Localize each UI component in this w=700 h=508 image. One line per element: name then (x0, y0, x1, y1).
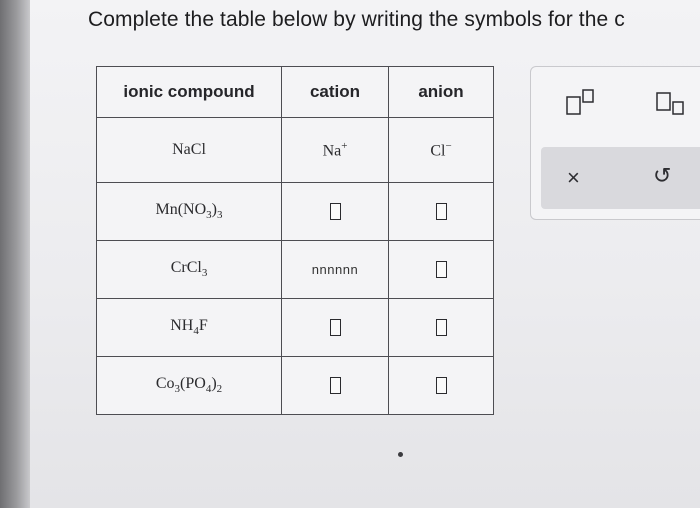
compound-formula: $Mn(NO_3)_3$ (155, 201, 223, 222)
cation-symbol: Na (322, 142, 342, 160)
anion-answer-box[interactable] (436, 261, 447, 278)
math-toolbar-panel (530, 66, 700, 220)
compound-cell (97, 118, 282, 183)
cation-answer-box[interactable] (330, 377, 341, 394)
anion-cell[interactable] (389, 357, 494, 415)
cation-cell[interactable] (282, 118, 389, 183)
superscript-template-icon[interactable] (563, 87, 603, 119)
table-row (97, 118, 494, 183)
question-prompt: Complete the table below by writing the symbols for the c (88, 8, 625, 31)
cation-partial-entry[interactable]: nnnnnn (311, 261, 359, 277)
stray-dot (398, 452, 403, 457)
cation-cell[interactable] (282, 357, 389, 415)
header-anion: anion (389, 67, 494, 118)
header-cation: cation (282, 67, 389, 118)
anion-answer[interactable] (430, 140, 451, 160)
compound-cell (97, 357, 282, 415)
anion-answer-box[interactable] (436, 319, 447, 336)
cation-answer-box[interactable] (330, 203, 341, 220)
table-row (97, 299, 494, 357)
anion-cell[interactable] (389, 118, 494, 183)
compound-cell (97, 183, 282, 241)
anion-answer-box[interactable] (436, 203, 447, 220)
compound-formula: NaCl (172, 141, 206, 158)
cation-cell[interactable] (282, 241, 389, 299)
anion-charge: − (445, 139, 452, 152)
table-row (97, 183, 494, 241)
close-icon: × (567, 165, 580, 190)
cation-charge: + (341, 139, 348, 152)
undo-button[interactable] (653, 163, 689, 193)
table-row (97, 357, 494, 415)
anion-cell[interactable] (389, 241, 494, 299)
compound-formula: $Co_3(PO_4)_2$ (155, 375, 223, 396)
anion-cell[interactable] (389, 299, 494, 357)
subscript-template-icon[interactable] (653, 89, 693, 121)
compound-cell (97, 299, 282, 357)
anion-cell[interactable] (389, 183, 494, 241)
cation-answer-box[interactable] (330, 319, 341, 336)
anion-symbol: Cl (430, 142, 446, 160)
cation-answer[interactable] (323, 140, 348, 160)
undo-icon: ↺ (653, 163, 672, 188)
toolbar-action-bar (541, 147, 700, 209)
table-header-row (97, 67, 494, 118)
compound-formula: $NH_4F$ (170, 317, 208, 338)
anion-answer-box[interactable] (436, 377, 447, 394)
monitor-bezel (0, 0, 30, 508)
cation-cell[interactable] (282, 183, 389, 241)
clear-button[interactable] (567, 165, 603, 195)
header-ionic-compound: ionic compound (97, 67, 282, 118)
ion-table (96, 66, 494, 415)
compound-cell (97, 241, 282, 299)
cation-cell[interactable] (282, 299, 389, 357)
compound-formula: CrCl$_3$ (170, 259, 208, 280)
table-row (97, 241, 494, 299)
